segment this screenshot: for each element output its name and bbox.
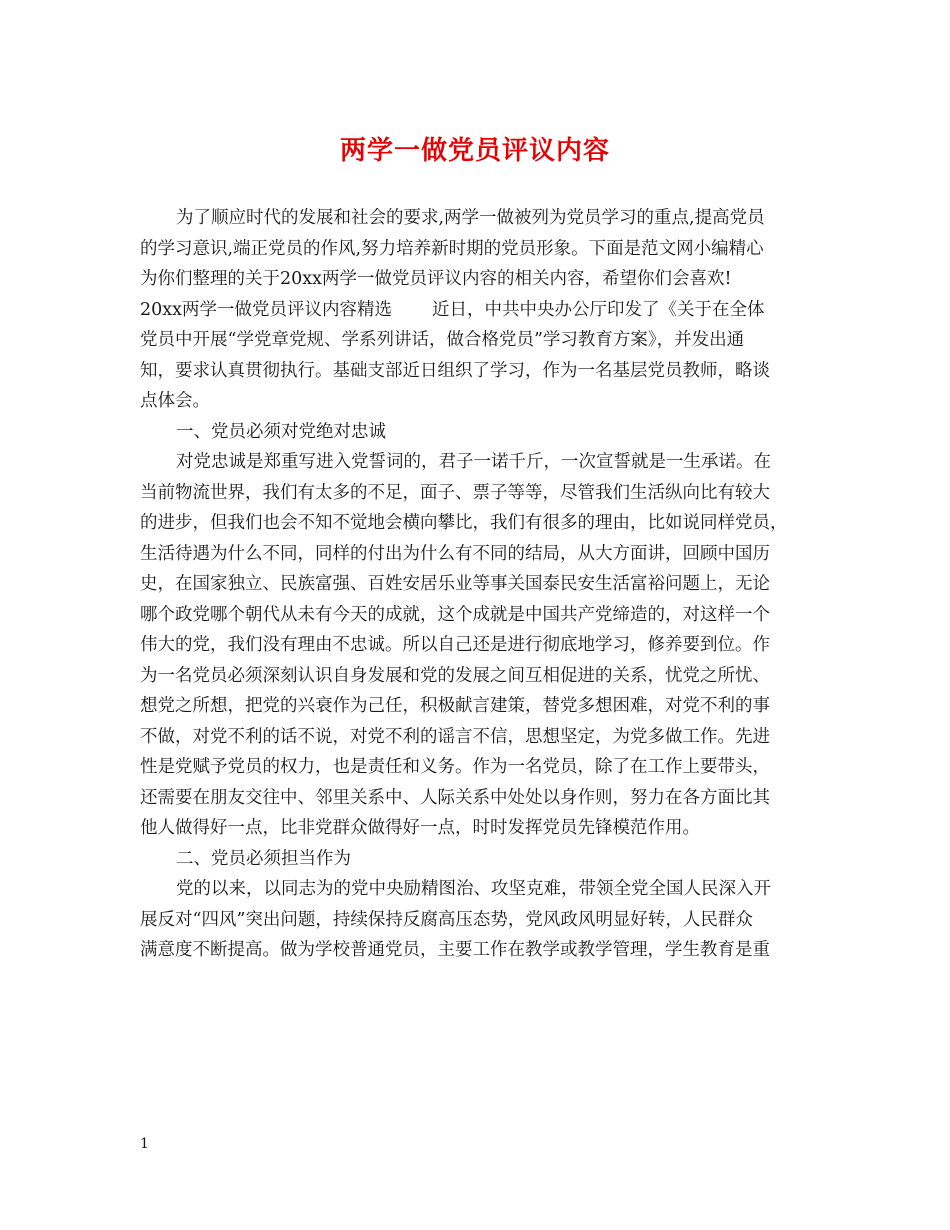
body-line: 不做，对党不利的话不说，对党不利的谣言不信，思想坚定，为党多做工作。先进	[140, 726, 770, 747]
body-line: 哪个政党哪个朝代从未有今天的成就，这个成就是中国共产党缔造的，对这样一个	[140, 604, 770, 625]
body-line: 史，在国家独立、民族富强、百姓安居乐业等事关国泰民安生活富裕问题上，无论	[140, 574, 770, 594]
body-line: 展反对“四风”突出问题，持续保持反腐高压态势，党风政风明显好转，人民群众	[140, 909, 753, 930]
body-line: 知，要求认真贯彻执行。基础支部近日组织了学习，作为一名基层党员教师，略谈	[140, 360, 770, 381]
body-line: 想党之所想，把党的兴衰作为己任，积极献言建策，替党多想困难，对党不利的事	[140, 696, 770, 716]
document-title: 两学一做党员评议内容	[339, 136, 610, 166]
body-line: 为一名党员必须深刻认识自身发展和党的发展之间互相促进的关系，忧党之所忧、	[140, 665, 770, 686]
body-line: 满意度不断提高。做为学校普通党员，主要工作在教学或教学管理，学生教育是重	[140, 940, 770, 960]
body-line: 点体会。	[140, 391, 210, 411]
page-number: 1	[140, 1136, 149, 1152]
body-line-fragment: 近日，中共中央办公厅印发了《关于在全体	[432, 299, 765, 320]
body-line: 为你们整理的关于20xx两学一做党员评议内容的相关内容，希望你们会喜欢!	[140, 269, 732, 289]
body-line-with-subheading	[140, 295, 815, 326]
body-line: 的进步，但我们也会不知不觉地会横向攀比，我们有很多的理由，比如说同样党员，	[140, 513, 788, 533]
body-line: 对党忠诚是郑重写进入党誓词的，君子一诺千斤，一次宣誓就是一生承诺。在	[176, 452, 771, 472]
body-line: 他人做得好一点，比非党群众做得好一点，时时发挥党员先锋模范作用。	[140, 818, 700, 838]
body-line: 性是党赋予党员的权力，也是责任和义务。作为一名党员，除了在工作上要带头，	[140, 757, 770, 777]
body-line: 的学习意识,端正党员的作风,努力培养新时期的党员形象。下面是范文网小编精心	[140, 238, 764, 259]
document-body	[140, 203, 815, 966]
section-heading-2: 二、党员必须担当作为	[176, 848, 351, 869]
section-heading-1: 一、党员必须对党绝对忠诚	[176, 421, 386, 442]
body-line: 伟大的党，我们没有理由不忠诚。所以自己还是进行彻底地学习，修养要到位。作	[140, 635, 770, 655]
body-line: 党员中开展“学党章党规、学系列讲话，做合格党员”学习教育方案》，并发出通	[140, 330, 745, 350]
body-line: 当前物流世界，我们有太多的不足，面子、票子等等，尽管我们生活纵向比有较大	[140, 482, 770, 503]
body-line: 还需要在朋友交往中、邻里关系中、人际关系中处处以身作则，努力在各方面比其	[140, 787, 770, 808]
body-line: 为了顺应时代的发展和社会的要求,两学一做被列为党员学习的重点,提高党员	[176, 208, 765, 228]
body-line: 生活待遇为什么不同，同样的付出为什么有不同的结局，从大方面讲，回顾中国历	[140, 543, 770, 564]
section-subheading: 20xx两学一做党员评议内容精选	[140, 299, 393, 320]
body-line: 党的以来，以同志为的党中央励精图治、攻坚克难，带领全党全国人民深入开	[176, 879, 771, 899]
